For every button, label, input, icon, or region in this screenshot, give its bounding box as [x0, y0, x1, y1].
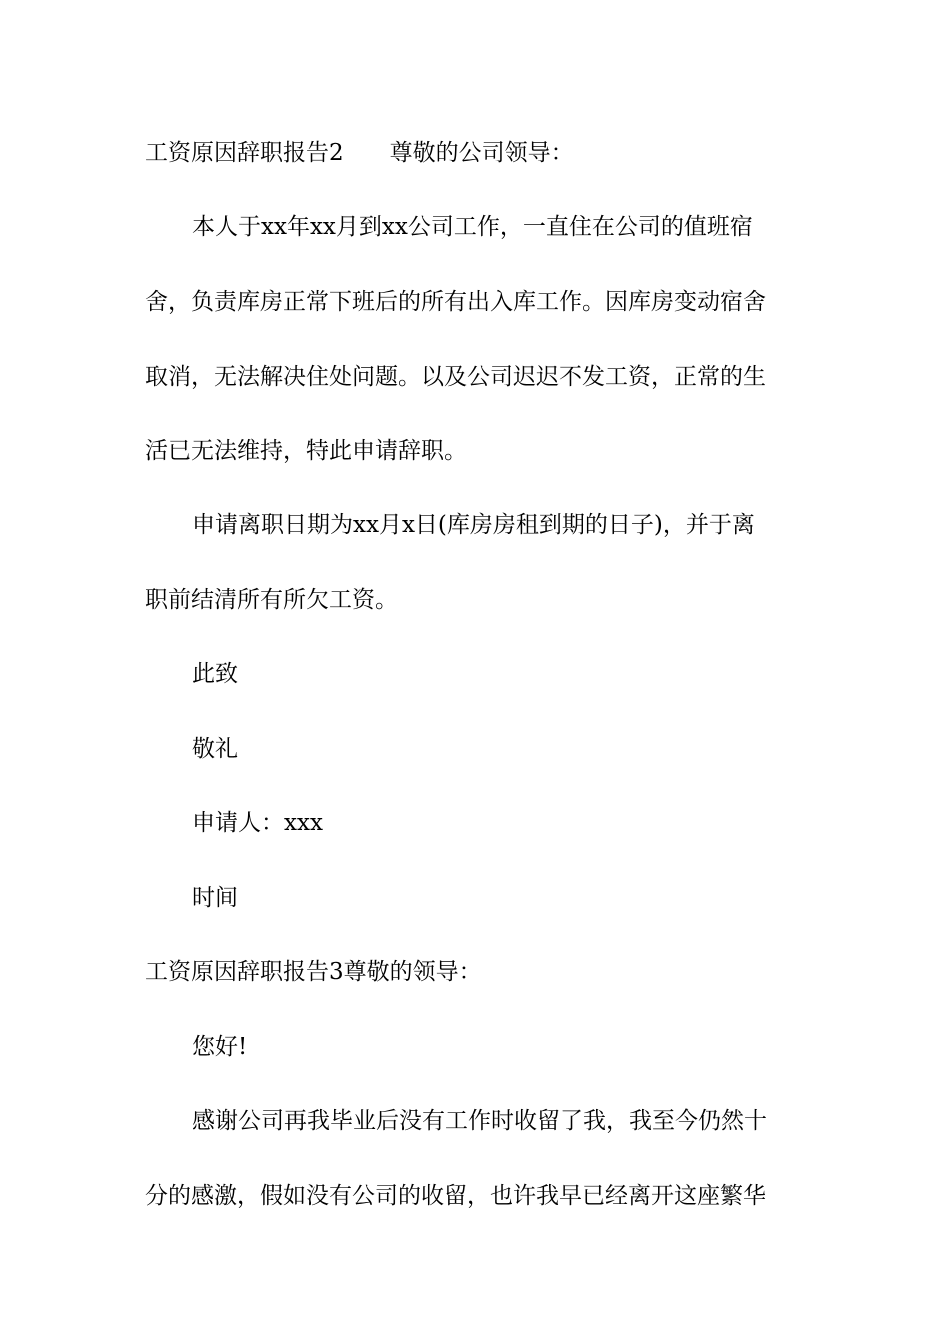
report2-title: 工资原因辞职报告2	[145, 140, 344, 166]
report3-heading: 工资原因辞职报告3尊敬的领导：	[145, 959, 482, 985]
paragraph1-line1: 本人于xx年xx月到xx公司工作，一直住在公司的值班宿	[192, 214, 753, 240]
paragraph2-line2: 职前结清所有所欠工资。	[145, 587, 398, 613]
applicant-line: 申请人：xxx	[192, 810, 323, 836]
report2-heading-line	[145, 138, 810, 168]
paragraph2-line1: 申请离职日期为xx月x日(库房房租到期的日子)，并于离	[192, 512, 755, 538]
paragraph3-line2: 分的感激，假如没有公司的收留，也许我早已经离开这座繁华	[145, 1183, 766, 1209]
paragraph1-line4: 活已无法维持，特此申请辞职。	[145, 438, 467, 464]
greeting-line: 您好!	[192, 1034, 248, 1060]
paragraph3-line1: 感谢公司再我毕业后没有工作时收留了我，我至今仍然十	[192, 1108, 767, 1134]
report2-salutation: 尊敬的公司领导：	[389, 140, 574, 166]
closing-ci-zhi: 此致	[192, 661, 238, 687]
paragraph1-line3: 取消，无法解决住处问题。以及公司迟迟不发工资，正常的生	[145, 364, 766, 390]
paragraph1-line2: 舍，负责库房正常下班后的所有出入库工作。因库房变动宿舍	[145, 289, 766, 315]
closing-jing-li: 敬礼	[192, 736, 238, 762]
time-line: 时间	[192, 885, 238, 911]
